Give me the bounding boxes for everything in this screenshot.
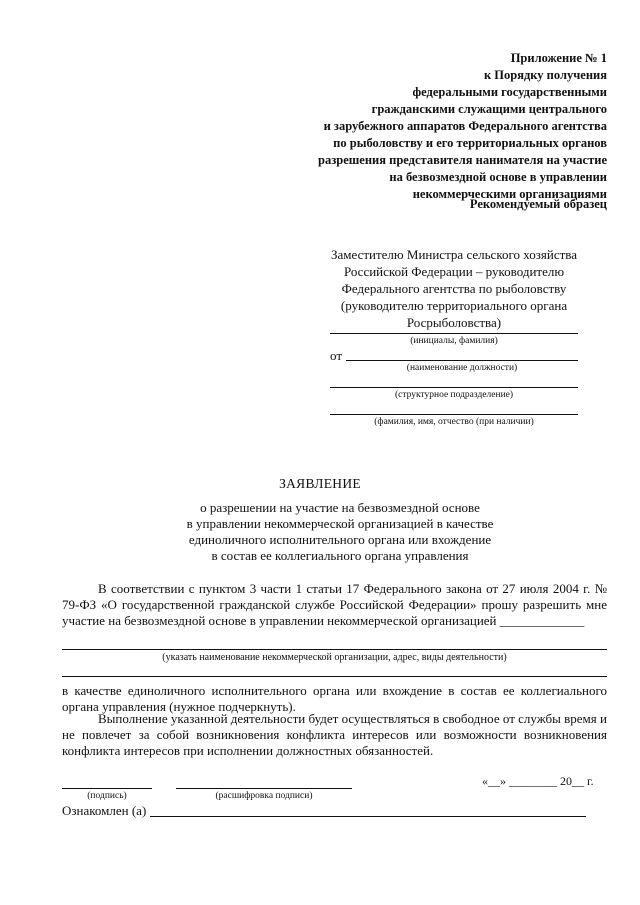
- paragraph-request-text: В соответствии с пунктом 3 части 1 статьи 17 Федерального закона от 27 июля 2004 г. № 79-ФЗ «О государственной гражданской службе Российской Федерации» прошу разрешить мне участие на безвозмездной основе в управлении некоммерческой организацией: [62, 581, 607, 628]
- caption-organization: (указать наименование некоммерческой организации, адрес, виды деятельности): [162, 652, 507, 663]
- header-line: к Порядку получения: [483, 68, 607, 82]
- initials-input-line[interactable]: [330, 333, 578, 334]
- paragraph-role: в качестве единоличного исполнительного органа или вхождение в состав ее коллегиального органа управления (нужное подчеркнуть).: [62, 683, 607, 714]
- caption-department: (структурное подразделение): [394, 390, 514, 400]
- date-field[interactable]: «__» ________ 20__ г.: [482, 774, 594, 788]
- header-line: по рыболовству и его территориальных органов: [333, 136, 607, 150]
- subtitle-line: о разрешении на участие на безвозмездной основе: [200, 500, 480, 515]
- subtitle-line: в состав ее коллегиального органа управления: [211, 548, 469, 563]
- document-subtitle: [170, 500, 510, 564]
- document-title: ЗАЯВЛЕНИЕ: [279, 476, 361, 491]
- fullname-input-line[interactable]: [330, 414, 578, 415]
- organization-input-line-2[interactable]: [62, 676, 607, 677]
- caption-signature-decoding: (расшифровка подписи): [215, 791, 313, 801]
- caption-signature: (подпись): [87, 791, 127, 801]
- header-line: некоммерческими организациями: [412, 187, 607, 201]
- from-label: от: [330, 348, 343, 363]
- department-input-line[interactable]: [330, 387, 578, 388]
- header-line: на безвозмездной основе в управлении: [389, 170, 607, 184]
- org-blank[interactable]: _____________: [499, 613, 585, 628]
- addressee-line: Росрыболовства): [406, 315, 502, 330]
- addressee-line: Заместителю Министра сельского хозяйства: [330, 247, 578, 262]
- recommended-sample-label: Рекомендуемый образец: [469, 197, 607, 211]
- signature-input-line[interactable]: [62, 788, 152, 789]
- acquainted-label: Ознакомлен (а): [62, 803, 147, 818]
- caption-fullname: (фамилия, имя, отчество (при наличии): [374, 417, 534, 427]
- caption-initials: (инициалы, фамилия): [410, 336, 498, 346]
- header-line: федеральными государственными: [412, 85, 607, 99]
- position-input-line[interactable]: [346, 360, 578, 361]
- header-line: разрешения представителя нанимателя на участие: [318, 153, 607, 167]
- subtitle-line: в управлении некоммерческой организацией в качестве: [186, 516, 494, 531]
- header-line: и зарубежного аппаратов Федерального агентства: [323, 119, 607, 133]
- organization-input-line[interactable]: [62, 649, 607, 650]
- addressee-line: (руководителю территориального органа: [340, 298, 568, 313]
- acquainted-input-line[interactable]: [150, 816, 586, 817]
- addressee-block: [330, 246, 578, 331]
- subtitle-line: единоличного исполнительного органа или вхождение: [188, 532, 492, 547]
- appendix-header: [277, 50, 607, 203]
- paragraph-request: [62, 581, 607, 629]
- header-line: гражданскими служащими центрального: [371, 102, 607, 116]
- paragraph-declaration: Выполнение указанной деятельности будет осуществляться в свободное от службы время и не повлечет за собой возникновения конфликта интересов или возможности возникновения конфликта интересов при исполнении должностных обязанностей.: [62, 711, 607, 758]
- caption-position: (наименование должности): [406, 363, 518, 373]
- header-line: Приложение № 1: [510, 51, 607, 65]
- addressee-line: Федерального агентства по рыболовству: [341, 281, 567, 296]
- addressee-line: Российской Федерации – руководителю: [343, 264, 565, 279]
- signature-decoding-input-line[interactable]: [176, 788, 352, 789]
